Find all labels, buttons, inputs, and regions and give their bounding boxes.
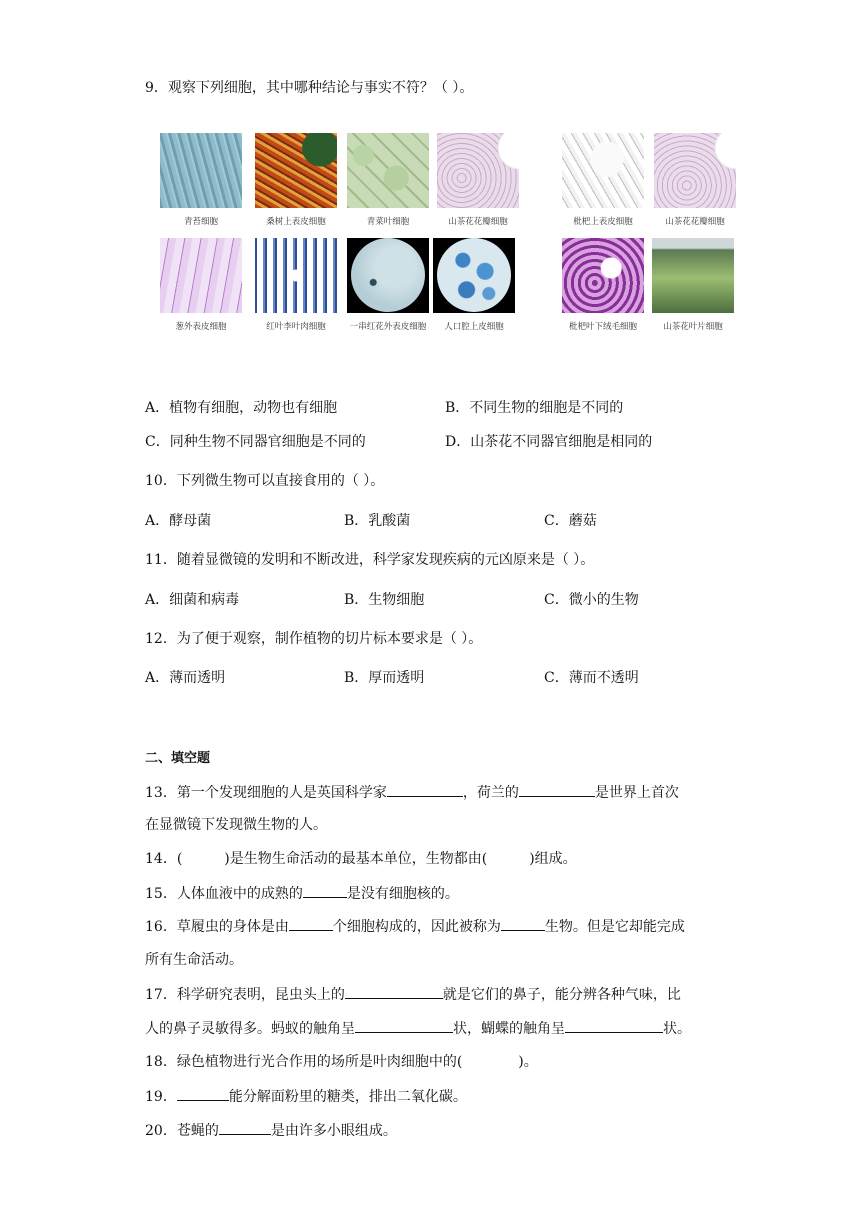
question-20-text: [145, 1120, 397, 1141]
moss-cell-image: [160, 133, 242, 208]
camellia-petal-cell-image: [437, 133, 519, 208]
q16-part-1: 16．草履虫的身体是由: [145, 919, 289, 935]
q18-part-1: 18．绿色植物进行光合作用的场所是叶肉细胞中的(: [145, 1054, 463, 1070]
question-11-text: 11．随着显微镜的发明和不断改进，科学家发现疾病的元凶原来是（ ）。: [145, 552, 595, 568]
loquat-epidermis-image: [562, 133, 644, 208]
q9-option-b[interactable]: B．不同生物的细胞是不同的: [445, 400, 624, 416]
question-18-text: [145, 1052, 538, 1072]
question-17-line-1: [145, 984, 681, 1005]
q16-part-2: 个细胞构成的，因此被称为: [332, 919, 501, 935]
question-9-text: 9．观察下列细胞，其中哪种结论与事实不符？（ ）。: [145, 80, 474, 96]
q13-blank-2[interactable]: [519, 782, 595, 797]
q14-part-1: 14．(: [145, 851, 183, 867]
q11-option-b[interactable]: B．生物细胞: [344, 592, 425, 608]
q20-part-2: 是由许多小眼组成。: [270, 1123, 397, 1139]
question-17-line-2: [145, 1018, 691, 1039]
plum-mesophyll-image: [255, 238, 337, 313]
q19-part-1: 19．: [145, 1089, 177, 1105]
caption-4: 山茶花花瓣细胞: [448, 217, 508, 227]
question-16-line-1: [145, 916, 685, 937]
q17-line2-part-a: 人的鼻子灵敏得多。蚂蚁的触角呈: [145, 1021, 355, 1037]
caption-9: 一串红花外表皮细胞: [349, 322, 427, 332]
q13-blank-1[interactable]: [387, 782, 463, 797]
camellia-petal-cell-image-2: [654, 133, 736, 208]
question-13-line-1: [145, 782, 679, 803]
caption-7: 葱外表皮细胞: [175, 322, 227, 332]
question-10-text: 10．下列微生物可以直接食用的（ ）。: [145, 473, 385, 489]
q16-part-3: 生物。但是它却能完成: [544, 919, 685, 935]
q14-part-3: )组成。: [529, 851, 577, 867]
q16-blank-1[interactable]: [289, 916, 333, 931]
cheek-cell-image: [433, 238, 515, 313]
q13-part-2: ，荷兰的: [462, 785, 519, 801]
caption-11: 枇杷叶下绒毛细胞: [568, 322, 637, 332]
q12-option-b[interactable]: B．厚而透明: [344, 670, 425, 686]
caption-12: 山茶花叶片细胞: [663, 322, 723, 332]
caption-2: 桑树上表皮细胞: [266, 217, 326, 227]
question-12-text: 12．为了便于观察，制作植物的切片标本要求是（ ）。: [145, 631, 483, 647]
q12-option-c[interactable]: C．薄而不透明: [544, 670, 639, 686]
q20-part-1: 20．苍蝇的: [145, 1123, 219, 1139]
q17-blank-2[interactable]: [355, 1018, 453, 1033]
caption-6: 山茶花花瓣细胞: [665, 217, 725, 227]
question-19-text: [145, 1086, 467, 1107]
q14-part-2: )是生物生命活动的最基本单位，生物都由(: [224, 851, 488, 867]
section-heading-fill-blank: 二、填空题: [145, 751, 211, 766]
q11-option-c[interactable]: C．微小的生物: [544, 592, 639, 608]
q9-option-d[interactable]: D．山茶花不同器官细胞是相同的: [445, 434, 653, 450]
question-13-line-2: 在显微镜下发现微生物的人。: [145, 817, 327, 833]
caption-10: 人口腔上皮细胞: [444, 322, 504, 332]
loquat-hair-cell-image: [562, 238, 644, 313]
q19-blank[interactable]: [177, 1086, 229, 1101]
caption-3: 青菜叶细胞: [366, 217, 410, 227]
caption-8: 红叶李叶肉细胞: [266, 322, 326, 332]
q12-option-a[interactable]: A．薄而透明: [145, 670, 226, 686]
q20-blank[interactable]: [219, 1120, 271, 1135]
q11-option-a[interactable]: A．细菌和病毒: [145, 592, 240, 608]
q13-part-3: 是世界上首次: [594, 785, 679, 801]
q9-option-a[interactable]: A．植物有细胞，动物也有细胞: [145, 400, 338, 416]
q15-part-1: 15．人体血液中的成熟的: [145, 886, 303, 902]
q16-blank-2[interactable]: [501, 916, 545, 931]
q17-line2-part-b: 状，蝴蝶的触角呈: [453, 1021, 565, 1037]
q13-part-1: 13．第一个发现细胞的人是英国科学家: [145, 785, 387, 801]
camellia-leaf-cell-image: [652, 238, 734, 313]
caption-5: 枇杷上表皮细胞: [573, 217, 633, 227]
q10-option-b[interactable]: B．乳酸菌: [344, 513, 411, 529]
question-15-text: [145, 883, 459, 904]
caption-1: 青苔细胞: [183, 217, 218, 227]
cabbage-leaf-cell-image: [347, 133, 429, 208]
q19-part-2: 能分解面粉里的糖类，排出二氧化碳。: [228, 1089, 467, 1105]
q15-blank[interactable]: [303, 883, 347, 898]
mulberry-epidermis-image: [255, 133, 337, 208]
q17-part-1: 17．科学研究表明，昆虫头上的: [145, 987, 345, 1003]
q10-option-c[interactable]: C．蘑菇: [544, 513, 597, 529]
q9-option-c[interactable]: C．同种生物不同器官细胞是不同的: [145, 434, 366, 450]
q17-line2-part-c: 状。: [663, 1021, 691, 1037]
question-14-text: [145, 849, 577, 869]
q17-blank-1[interactable]: [345, 984, 443, 999]
q15-part-2: 是没有细胞核的。: [346, 886, 459, 902]
question-16-line-2: 所有生命活动。: [145, 952, 243, 968]
salvia-epidermis-image: [347, 238, 429, 313]
onion-epidermis-image: [160, 238, 242, 313]
q10-option-a[interactable]: A．酵母菌: [145, 513, 212, 529]
q17-blank-3[interactable]: [565, 1018, 663, 1033]
q18-part-2: )。: [518, 1054, 538, 1070]
q17-part-2: 就是它们的鼻子，能分辨各种气味，比: [442, 987, 681, 1003]
